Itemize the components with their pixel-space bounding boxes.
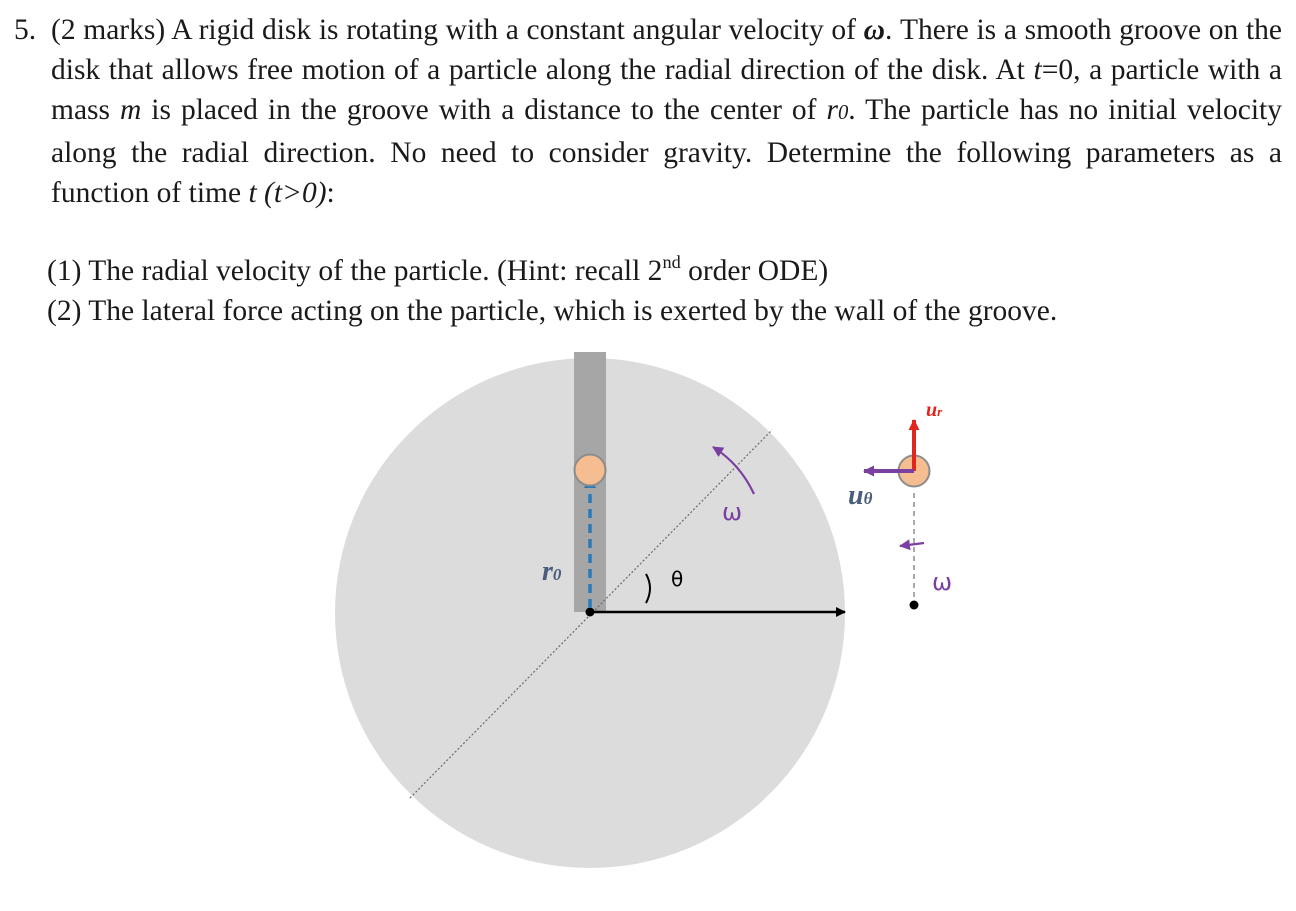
question-number: 5.	[14, 14, 37, 46]
theta-label: θ	[671, 567, 684, 591]
omega-disk-label: ω	[722, 498, 743, 526]
omega-symbol: ω	[863, 14, 885, 46]
subpart-2: (2) The lateral force acting on the particle, which is exerted by the wall of the groove.	[47, 295, 1058, 327]
marks: (2 marks)	[51, 14, 166, 46]
subpart-1: (1) The radial velocity of the particle. (Hint: recall 2nd order ODE)	[47, 252, 829, 287]
side-center-point	[910, 601, 919, 610]
ur-label: ur	[926, 399, 943, 421]
disk-center	[586, 608, 595, 617]
utheta-label: uθ	[848, 480, 873, 511]
question-body: (2 marks) A rigid disk is rotating with a constant angular velocity of ω. There is a smooth groove on the disk that allows free motion of a particle along the radial direction of the disk. At t=0, a particle with a mass m is placed in the groove with a distance to the center of r0. The particle has no initial velocity along the radial direction. No need to consider gravity. Determine the following parameters as a function of time t (t>0):	[51, 14, 1282, 209]
r0-symbol: r0	[826, 94, 849, 126]
particle	[575, 455, 606, 486]
side-rotation-arrow	[900, 543, 924, 546]
r0-label: r0	[542, 556, 562, 587]
omega-side-label: ω	[932, 568, 953, 596]
